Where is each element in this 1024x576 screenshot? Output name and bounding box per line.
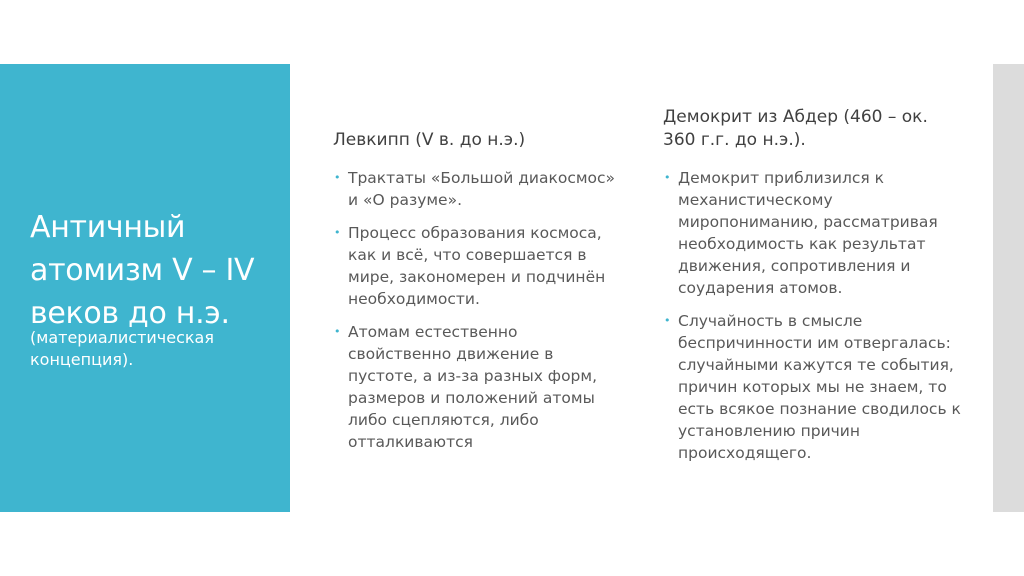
bullet-icon: •	[664, 314, 671, 327]
bullet-icon: •	[334, 226, 341, 239]
bullet-icon: •	[334, 171, 341, 184]
bullet-text: Случайность в смысле беспричинности им отвергалась: случайными кажутся те события, причин которых мы не знаем, то есть всякое познание сводилось к установлению причин происходящего.	[678, 312, 961, 462]
bullet-icon: •	[334, 325, 341, 338]
column-heading-leucippus: Левкипп (V в. до н.э.)	[333, 130, 526, 150]
slide-title: Античный атомизм V – IV веков до н.э.	[30, 210, 255, 331]
bullet-list-democritus	[664, 167, 964, 475]
bullet-item	[334, 167, 619, 211]
bullet-item	[664, 167, 964, 299]
column-heading-democritus: Демокрит из Абдер (460 – ок. 360 г.г. до н.э.).	[663, 107, 928, 150]
bullet-text: Демокрит приблизился к механистическому миропониманию, рассматривая необходимость как результат движения, сопротивления и соударения атомов.	[678, 169, 938, 297]
bullet-text: Трактаты «Большой диакосмос» и «О разуме».	[348, 169, 616, 209]
slide-subtitle: (материалистическая концепция).	[30, 328, 214, 369]
bullet-item	[334, 321, 619, 453]
bullet-text: Процесс образования космоса, как и всё, что совершается в мире, закономерен и подчинён необходимости.	[348, 224, 606, 308]
bullet-item	[334, 222, 619, 310]
bullet-icon: •	[664, 171, 671, 184]
bullet-list-leucippus	[334, 167, 619, 464]
bullet-text: Атомам естественно свойственно движение в пустоте, а из-за разных форм, размеров и положений атомы либо сцепляются, либо отталкиваются	[348, 323, 598, 451]
bullet-item	[664, 310, 964, 464]
right-edge-bar	[993, 64, 1024, 512]
